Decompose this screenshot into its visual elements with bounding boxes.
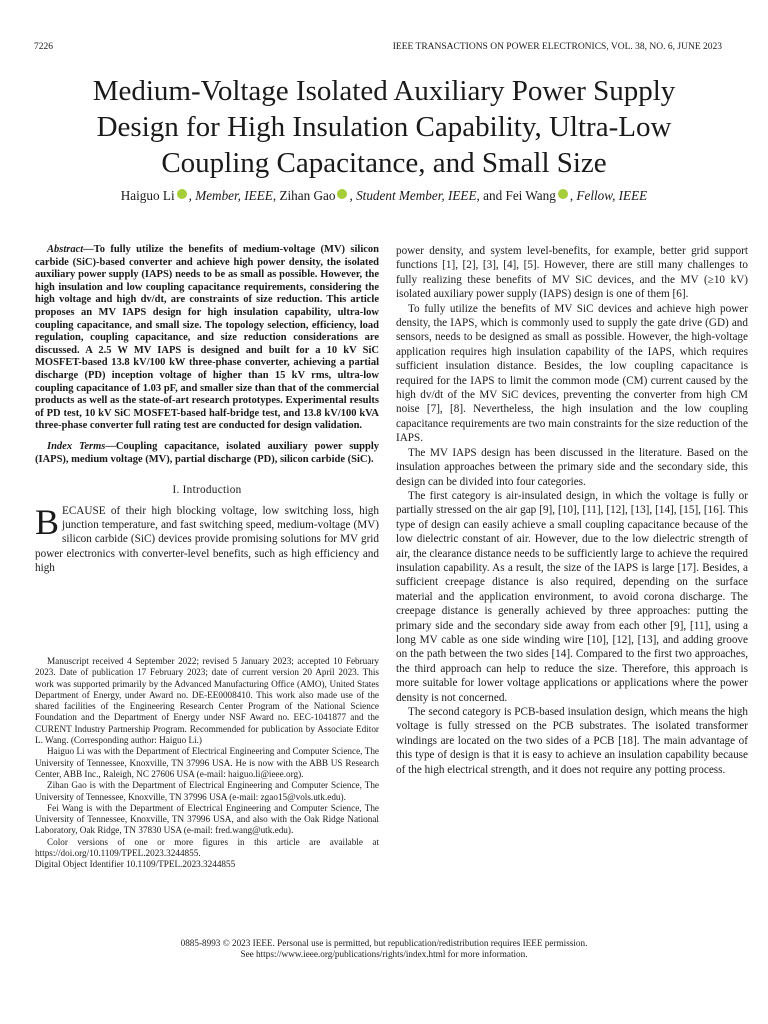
doi-line: Digital Object Identifier 10.1109/TPEL.2023.3244855 — [35, 859, 236, 870]
footnote: Manuscript received 4 September 2022; revised 5 January 2023; accepted 10 February 2023. Date of publication 17 February 2023; date of current version 20 April 2023. This work was supported primarily by the Advanced Manufacturing Office (AMO), United States Department of Energy, under Award no. DE-EE0008410. This work also made use of the shared facilities of the Engineering Research Center Program of the National Science Foundation and the Department of Energy under NSF Award no. EEC-1041877 and the CURENT Industry Partnership Program. Recommended for publication by Associate Editor L. Wang. (Corresponding author: Haiguo Li.) — [35, 656, 379, 746]
author-separator: , — [349, 188, 357, 203]
index-terms — [35, 441, 379, 466]
body-paragraph: The first category is air-insulated design, in which the voltage is fully or partially stressed on the air gap [9], [10], [11], [12], [13], [14], [15], [16]. This type of design can easily achieve a small coupling capacitance because of the low dielectric constant of air. However, due to the low dielectric strength of air, the clearance distance needs to be sufficiently large to achieve the required insulation capability. As a result, the size of the IAPS is large [17]. Besides, a sufficient creepage distance is also required, depending on the surface material and the application environment, to avoid corona discharge. The creepage distance is generally achieved by three approaches: putting the primary side and the secondary side away from each other [9], [11], using a long MV cable as one side winding wire [10], [12], [13], and adding groove on the path between the two sides [14]. Compared to the first two approaches, the third approach can help to reduce the size. Therefore, this approach is more suitable for lower voltage applications or applications where the power density is not concerned. — [396, 489, 748, 704]
copyright-line: 0885-8993 © 2023 IEEE. Personal use is permitted, but republication/redistribution requires IEEE permission. — [180, 938, 588, 948]
orcid-icon[interactable] — [177, 189, 187, 199]
paper-title — [40, 73, 728, 181]
section-heading: I. Introduction — [172, 484, 242, 497]
copyright-footer — [40, 938, 728, 961]
index-terms-text: —Coupling capacitance, isolated auxiliary power supply (IAPS), medium voltage (MV), partial discharge (PD), silicon carbide (SiC). — [35, 440, 379, 465]
page-number: 7226 — [34, 42, 53, 52]
body-paragraph: power density, and system level-benefits, for example, better grid support functions [1], [2], [3], [4], [5]. However, there are still many challenges to fully realizing these benefits of MV SiC devices, and the MV (≥10 kV) isolated auxiliary power supply (IAPS) design is one of them [6]. — [396, 245, 748, 301]
footnote: Fei Wang is with the Department of Electrical Engineering and Computer Science, The University of Tennessee, Knoxville, TN 37996 USA, and also with the Oak Ridge National Laboratory, Oak Ridge, TN 37830 USA (e-mail: fred.wang@utk.edu). — [35, 802, 379, 836]
title-line: Design for High Insulation Capability, Ultra-Low — [96, 111, 672, 143]
author-separator: , — [569, 188, 577, 203]
left-column — [35, 244, 379, 576]
abstract-text: —To fully utilize the benefits of medium-voltage (MV) silicon carbide (SiC)-based converter and achieve high power density, the isolated auxiliary power supply (IAPS) needs to be as small as possible. However, the high insulation and low coupling capacitance requirements, considering the high voltage and high dv/dt, are constraints of size reduction. This article proposes an MV IAPS design for high insulation capability, ultra-low coupling capacitance, and small size. The topology selection, efficiency, load regulation, coupling capacitance, and size reduction considerations are discussed. A 2.5 W MV IAPS is designed and built for a 10 kV SiC MOSFET-based 13.8 kV/100 kW three-phase converter, achieving a partial discharge (PD) inception voltage of higher than 15 kV rms, ultra-low coupling capacitance of 1.03 pF, and smaller size than that of the commercial products as well as the state-of-art research prototypes. Experimental results of PD test, 10 kV SiC MOSFET-based half-bridge test, and 13.8 kV/100 kVA three-phase converter full rating test are conducted for design validation. — [35, 244, 379, 432]
intro-text: ECAUSE of their high blocking voltage, low switching loss, high junction temperature, and fast switching speed, medium-voltage (MV) silicon carbide (SiC) devices provide promising solutions for MV grid power electronics with converter-level benefits, such as high efficiency and high — [35, 504, 379, 575]
footnote: Haiguo Li was with the Department of Electrical Engineering and Computer Science, The University of Tennessee, Knoxville, TN 37996 USA. He is now with the ABB US Research Center, ABB Inc., Raleigh, NC 27606 USA (e-mail: haiguo.li@ieee.org). — [35, 746, 379, 779]
rights-url-line[interactable]: See https://www.ieee.org/publications/rights/index.html for more information. — [240, 949, 528, 960]
footnote: Zihan Gao is with the Department of Electrical Engineering and Computer Science, The University of Tennessee, Knoxville, TN 37996 USA (e-mail: zgao15@vols.utk.edu). — [35, 780, 379, 802]
right-column — [396, 244, 748, 777]
author-name: Fei Wang — [505, 188, 556, 203]
orcid-icon[interactable] — [558, 189, 568, 199]
body-paragraph: The MV IAPS design has been discussed in the literature. Based on the insulation approaches between the primary side and the secondary side, this design can be divided into four categories. — [396, 446, 748, 488]
author-separator: , and — [476, 188, 506, 203]
author-role: Student Member, IEEE — [356, 188, 477, 203]
title-line: Medium-Voltage Isolated Auxiliary Power Supply — [92, 75, 676, 107]
author-role: Member, IEEE — [195, 188, 273, 203]
title-line: Coupling Capacitance, and Small Size — [161, 147, 607, 179]
footnotes — [35, 656, 379, 871]
abstract — [35, 244, 379, 433]
author-separator: , — [188, 188, 196, 203]
footnote[interactable]: Color versions of one or more figures in this article are available at https://doi.org/10.1109/TPEL.2023.3244855. — [35, 836, 379, 859]
intro-paragraph — [35, 501, 379, 576]
author-list — [40, 188, 728, 204]
drop-cap: B — [35, 501, 60, 542]
author-name: Haiguo Li — [120, 188, 175, 203]
index-terms-label: Index Terms — [47, 440, 106, 452]
author-separator: , — [272, 188, 280, 203]
running-header: IEEE TRANSACTIONS ON POWER ELECTRONICS, VOL. 38, NO. 6, JUNE 2023 — [392, 42, 722, 52]
author-role: Fellow, IEEE — [576, 188, 648, 203]
body-paragraph: To fully utilize the benefits of MV SiC devices and achieve high power density, the IAPS, which is commonly used to supply the gate drive (GD) and sensors, needs to be designed as small as possible. However, the high-voltage application requires high insulation capability of the IAPS, which requires sufficient insulation distance. Besides, the low coupling capacitance is required for the IAPS to limit the common mode (CM) current caused by the high dv/dt of the MV SiC devices, preventing the converter from high CM noise [7], [8]. Nevertheless, the high insulation and the low coupling capacitance requirements are two main constraints for the size reduction of the IAPS. — [396, 302, 748, 445]
author-name: Zihan Gao — [279, 188, 336, 203]
abstract-label: Abstract — [47, 244, 84, 255]
body-paragraph: The second category is PCB-based insulation design, which means the high voltage is fully stressed on the PCB substrates. The isolated transformer windings are located on the two sides of a PCB [18]. The main advantage of this type of design is that it is easy to achieve an insulation capability because of the high electrical strength, and it does not require any potting process. — [396, 706, 748, 776]
orcid-icon[interactable] — [337, 189, 347, 199]
